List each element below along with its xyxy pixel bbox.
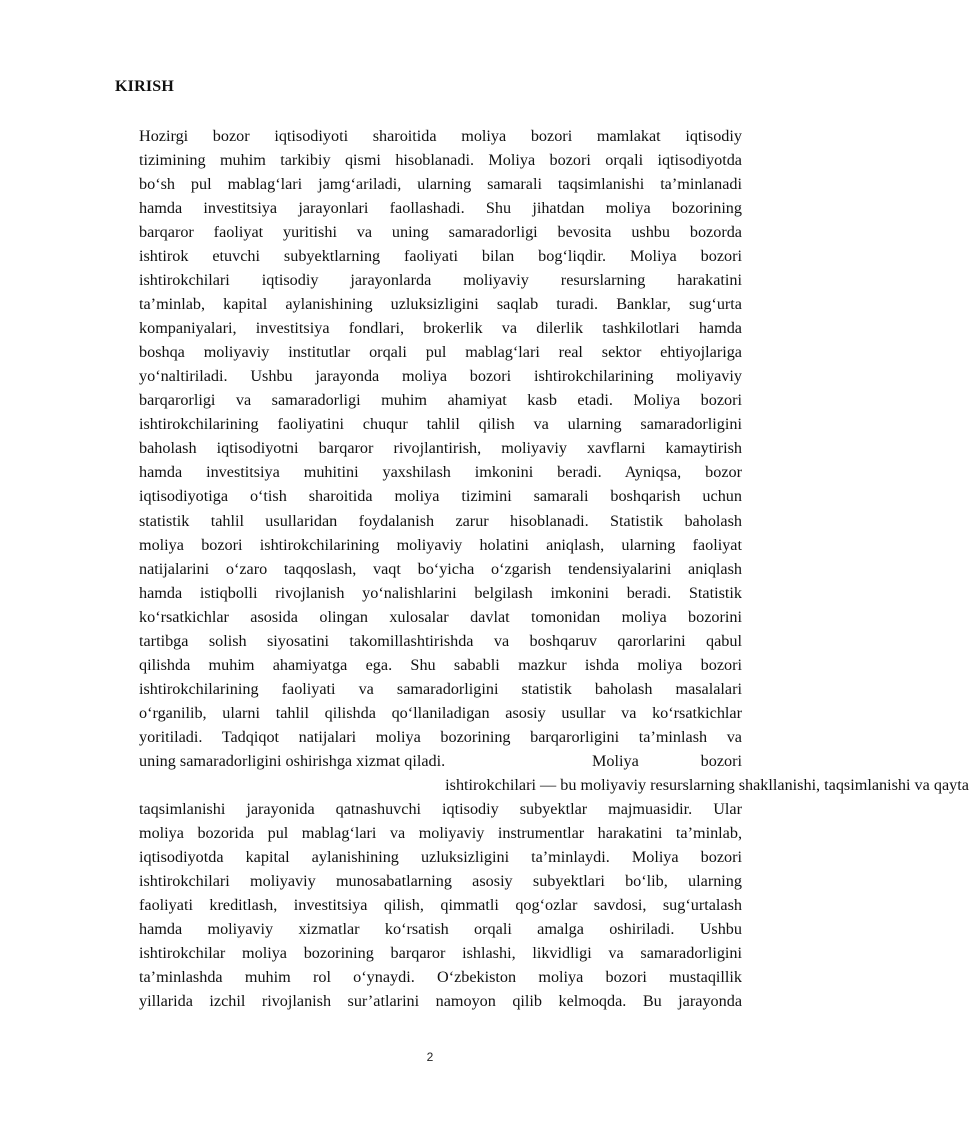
- text-line: kompaniyalari, investitsiya fondlari, brokerlik va dilerlik tashkilotlari hamda: [139, 319, 742, 338]
- text-line: ko‘rsatkichlar asosida olingan xulosalar davlat tomonidan moliya bozorini: [139, 607, 742, 626]
- text-line: Hozirgi bozor iqtisodiyoti sharoitida moliya bozori mamlakat iqtisodiy: [139, 127, 742, 145]
- text-line-right: Moliya bozori: [592, 751, 742, 770]
- text-line: hamda istiqbolli rivojlanish yo‘nalishlarini belgilash imkonini beradi. Statistik: [139, 583, 742, 602]
- text-line: barqaror faoliyat yuritishi va uning samaradorligi bevosita ushbu bozorda: [139, 223, 742, 242]
- text-line: barqarorligi va samaradorligi muhim ahamiyat kasb etadi. Moliya bozori: [139, 391, 742, 410]
- text-line: moliya bozorida pul mablag‘lari va moliyaviy instrumentlar harakatini ta’minlab,: [139, 823, 742, 842]
- text-line: iqtisodiyotiga o‘tish sharoitida moliya tizimini samarali boshqarish uchun: [139, 487, 742, 506]
- text-line: qilishda muhim ahamiyatga ega. Shu sababli mazkur ishda moliya bozori: [139, 655, 742, 674]
- text-line: ta’minlashda muhim rol o‘ynaydi. O‘zbekiston moliya bozori mustaqillik: [139, 968, 742, 987]
- text-line: ishtirokchilari — bu moliyaviy resurslarning shakllanishi, taqsimlanishi va qayta: [445, 775, 969, 794]
- text-line: statistik tahlil usullaridan foydalanish zarur hisoblanadi. Statistik baholash: [139, 511, 742, 530]
- text-line: faoliyati kreditlash, investitsiya qilish, qimmatli qog‘ozlar savdosi, sug‘urtalash: [139, 896, 742, 914]
- text-line: taqsimlanishi jarayonida qatnashuvchi iqtisodiy subyektlar majmuasidir. Ular: [139, 799, 742, 818]
- text-line: ta’minlab, kapital aylanishining uzluksizligini saqlab turadi. Banklar, sug‘urta: [139, 295, 742, 314]
- text-line: ishtirokchilarining faoliyatini chuqur tahlil qilish va ularning samaradorligini: [139, 415, 742, 434]
- text-line: ishtirokchilari moliyaviy munosabatlarning asosiy subyektlari bo‘lib, ularning: [139, 871, 742, 890]
- text-line: o‘rganilib, ularni tahlil qilishda qo‘llaniladigan asosiy usullar va ko‘rsatkichlar: [139, 703, 742, 722]
- text-line: hamda investitsiya jarayonlari faollashadi. Shu jihatdan moliya bozorining: [139, 199, 742, 218]
- text-line: hamda investitsiya muhitini yaxshilash imkonini beradi. Ayniqsa, bozor: [139, 463, 742, 482]
- text-line: baholash iqtisodiyotni barqaror rivojlantirish, moliyaviy xavflarni kamaytirish: [139, 439, 742, 458]
- text-line: boshqa moliyaviy institutlar orqali pul mablag‘lari real sektor ehtiyojlariga: [139, 343, 742, 362]
- text-line: ishtirokchilar moliya bozorining barqaror ishlashi, likvidligi va samaradorligini: [139, 944, 742, 963]
- text-line: ishtirokchilarining faoliyati va samaradorligini statistik baholash masalalari: [139, 679, 742, 698]
- text-line: yo‘naltiriladi. Ushbu jarayonda moliya bozori ishtirokchilarining moliyaviy: [139, 367, 742, 386]
- text-line: ishtirokchilari iqtisodiy jarayonlarda moliyaviy resurslarning harakatini: [139, 271, 742, 290]
- body-paragraph: [139, 124, 969, 1013]
- text-line: yoritiladi. Tadqiqot natijalari moliya bozorining barqarorligini ta’minlash va: [139, 727, 742, 746]
- text-line: iqtisodiyotda kapital aylanishining uzluksizligini ta’minlaydi. Moliya bozori: [139, 847, 742, 866]
- text-line-left: uning samaradorligini oshirishga xizmat qiladi.: [139, 751, 446, 770]
- page-number: 2: [426, 1050, 434, 1064]
- text-line: hamda moliyaviy xizmatlar ko‘rsatish orqali amalga oshiriladi. Ushbu: [139, 920, 742, 939]
- text-line: moliya bozori ishtirokchilarining moliyaviy holatini aniqlash, ularning faoliyat: [139, 535, 742, 554]
- text-line: bo‘sh pul mablag‘lari jamg‘ariladi, ularning samarali taqsimlanishi ta’minlanadi: [139, 175, 742, 194]
- text-line-split: [139, 749, 742, 773]
- text-line: tartibga solish siyosatini takomillashtirishda va boshqaruv qarorlarini qabul: [139, 631, 742, 650]
- text-line: natijalarini o‘zaro taqqoslash, vaqt bo‘yicha o‘zgarish tendensiyalarini aniqlash: [139, 559, 742, 578]
- text-line: ishtirok etuvchi subyektlarning faoliyati bilan bog‘liqdir. Moliya bozori: [139, 247, 742, 266]
- section-heading: KIRISH: [115, 78, 174, 95]
- text-line: tizimining muhim tarkibiy qismi hisoblanadi. Moliya bozori orqali iqtisodiyotda: [139, 151, 742, 170]
- text-line: yillarida izchil rivojlanish sur’atlarini namoyon qilib kelmoqda. Bu jarayonda: [139, 992, 742, 1011]
